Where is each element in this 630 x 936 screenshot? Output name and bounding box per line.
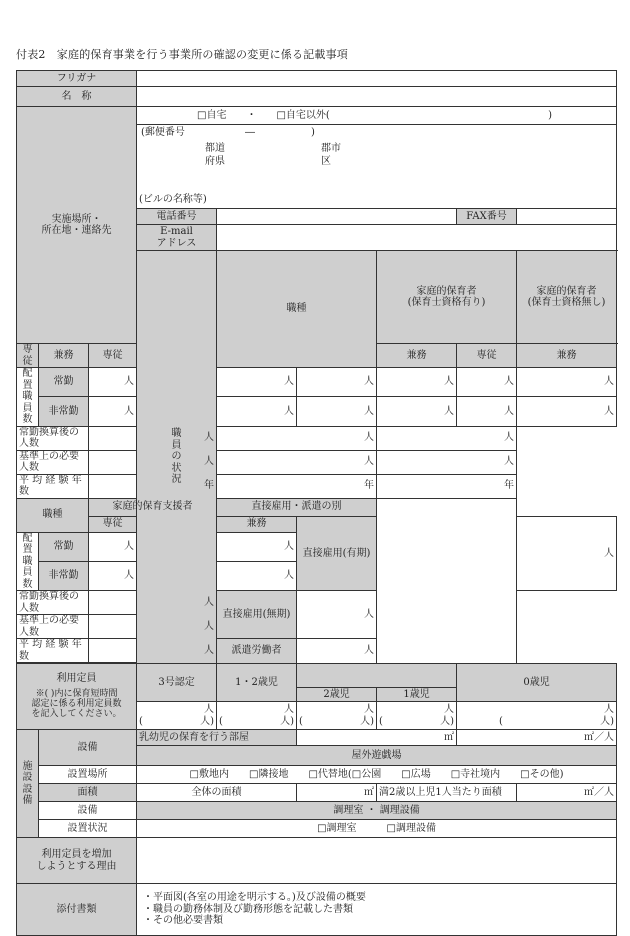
cell[interactable]: 人 [517,516,617,591]
cell[interactable]: 人 [217,426,377,450]
cell[interactable]: 人 ( 人) [297,702,377,730]
email-label: E-mail アドレス [137,225,217,251]
age-header-top [297,664,457,688]
name-label: 名 称 [17,87,137,107]
place-label: 設置場所 [39,766,137,784]
kijun-label-2: 基準上の必要人数 [17,615,89,639]
blank-area [377,498,517,664]
cell[interactable]: ㎡ [297,730,457,746]
page-title: 付表2 家庭的保育事業を行う事業所の確認の変更に係る記載事項 [16,48,348,61]
attachment-item: ・平面図(各室の用途を明示する。)及び設備の概要 [143,892,366,904]
cell[interactable]: 年 [217,474,377,498]
outdoor-label: 屋外遊戯場 [137,746,617,766]
cell[interactable]: ㎡／人 [457,730,617,746]
age12-label: 1・2歳児 [217,664,297,702]
address-field[interactable]: (郵便番号 ― ) 都道 府県 郡市 区 [137,125,617,191]
age2-label: 2歳児 [297,688,377,702]
name-field[interactable] [137,87,617,107]
staff-section-label: 職 員 の 状 況 [137,251,217,664]
fax-field[interactable] [517,209,617,225]
col-b-kenmu: 兼務 [377,344,457,368]
cell[interactable]: 人 [297,368,377,397]
cell[interactable]: 人 [217,532,297,561]
col-a-header: 家庭的保育者 (保育士資格有り) [377,251,517,344]
direct-fixed-label: 直接雇用(有期) [297,516,377,591]
furigana-field[interactable] [137,71,617,87]
col-b-senju: 専従 [89,344,137,368]
cell[interactable]: 人 [217,561,297,590]
col-e-header: 直接雇用・派遣の別 [217,498,377,516]
cell[interactable]: 人 [297,591,377,639]
cell[interactable]: 人 [377,368,457,397]
col-d-senju: 専従 [89,516,137,532]
cell[interactable]: 人 [89,591,217,615]
haichi-label-2: 配置 職員数 [17,532,39,591]
cell[interactable]: 人 [457,397,517,426]
cell[interactable]: 人 [217,397,297,426]
cell[interactable]: 人 [517,397,617,426]
attachment-item: ・職員の勤務体制及び勤務形態を記載した書類 [143,903,354,915]
setsubi-label: 設備 [39,730,137,766]
status-options[interactable]: □調理室 □調理設備 [137,820,617,838]
haichi-label: 配置 職員数 [17,368,39,427]
cell[interactable]: 人 [217,450,377,474]
cell[interactable]: 人 [297,639,377,664]
furigana-label: フリガナ [17,71,137,87]
cell[interactable]: 人 [89,615,217,639]
email-field[interactable] [217,225,617,251]
cell[interactable]: ㎡／人 [517,784,617,802]
fax-label: FAX番号 [457,209,517,225]
heikin-label: 平 均 経 験 年 数 [17,474,89,498]
cell[interactable]: ㎡ [297,784,377,802]
col-a-senju: 専従 [17,344,39,368]
heikin-label-2: 平 均 経 験 年 数 [17,639,89,663]
attachment-item: ・その他必要書類 [143,915,224,927]
cell[interactable]: 人 [89,561,137,590]
status-label: 設置状況 [39,820,137,838]
cell[interactable]: 人 [297,397,377,426]
age1-label: 1歳児 [377,688,457,702]
col-b-header: 家庭的保育者 (保育士資格無し) [517,251,617,344]
joukin-kanzan-label: 常勤換算後の人数 [17,426,89,450]
shokushu-label-2: 職種 [17,498,89,532]
kitchen-label: 調理室 ・ 調理設備 [137,802,617,820]
col-d-kenmu: 兼務 [217,516,297,532]
cell[interactable]: 人 ( 人) [217,702,297,730]
cell[interactable]: 人 [89,368,137,397]
cell[interactable]: 人 ( 人) [137,702,217,730]
attachments-label: 添付書類 [17,884,137,936]
no3-label: 3号認定 [137,664,217,702]
cell[interactable]: 人 [517,368,617,397]
joukin-label-2: 常勤 [39,532,89,561]
dispatch-label: 派遣労働者 [217,639,297,664]
hijoukin-label-2: 非常勤 [39,561,89,590]
cell[interactable]: 人 [89,639,217,663]
home-choice-row[interactable]: □自宅 ・ □自宅以外( ) [137,107,617,125]
col-d-header: 家庭的保育支援者 [89,498,217,516]
building-field[interactable]: (ビルの名称等) [137,191,617,209]
place-options[interactable]: □敷地内 □隣接地 □代替地(□公園 □広場 □寺社境内 □その他) [137,766,617,784]
area-label: 面積 [39,784,137,802]
kijun-label: 基準上の必要人数 [17,450,89,474]
phone-field[interactable] [217,209,457,225]
capacity-label: 利用定員 ※( )内に保育短時間 認定に係る利用定員数 を記入してください。 [17,664,137,730]
joukin-kanzan-label-2: 常勤換算後の人数 [17,591,89,615]
room-label: 乳幼児の保育を行う部屋 [137,730,297,746]
joukin-label: 常勤 [39,368,89,397]
location-label: 実施場所・ 所在地・連絡先 [17,107,137,344]
cell[interactable]: 年 [89,474,217,498]
form-table [16,70,617,936]
facility-section-label: 施 設 設 備 [17,730,39,838]
cell[interactable]: 人 ( 人) [377,702,457,730]
reason-label: 利用定員を増加 しようとする理由 [17,838,137,884]
age0-label: 0歳児 [457,664,617,702]
col-c-senju: 専従 [457,344,517,368]
shokushu-label: 職種 [217,251,377,368]
cell[interactable]: 人 [89,426,217,450]
cell[interactable]: 人 [457,368,517,397]
cell[interactable]: 人 [89,450,217,474]
cell[interactable]: 人 [89,397,137,426]
cell[interactable]: 人 [217,368,297,397]
cell[interactable]: 人 [377,450,517,474]
cell[interactable]: 人 [377,426,517,450]
reason-field[interactable] [137,838,617,884]
attachments-list [137,884,617,936]
cell[interactable]: 年 [377,474,517,498]
col-c-kenmu: 兼務 [517,344,617,368]
cell[interactable]: 人 [377,397,457,426]
cell[interactable]: 人 [89,532,137,561]
per-child-label: 満2歳以上児1人当たり面積 [377,784,517,802]
cell[interactable]: 人 ( 人) [457,702,617,730]
col-a-kenmu: 兼務 [39,344,89,368]
total-area-label: 全体の面積 [137,784,297,802]
setsubi-label-2: 設備 [39,802,137,820]
direct-unfixed-label: 直接雇用(無期) [217,591,297,639]
hijoukin-label: 非常勤 [39,397,89,426]
phone-label: 電話番号 [137,209,217,225]
